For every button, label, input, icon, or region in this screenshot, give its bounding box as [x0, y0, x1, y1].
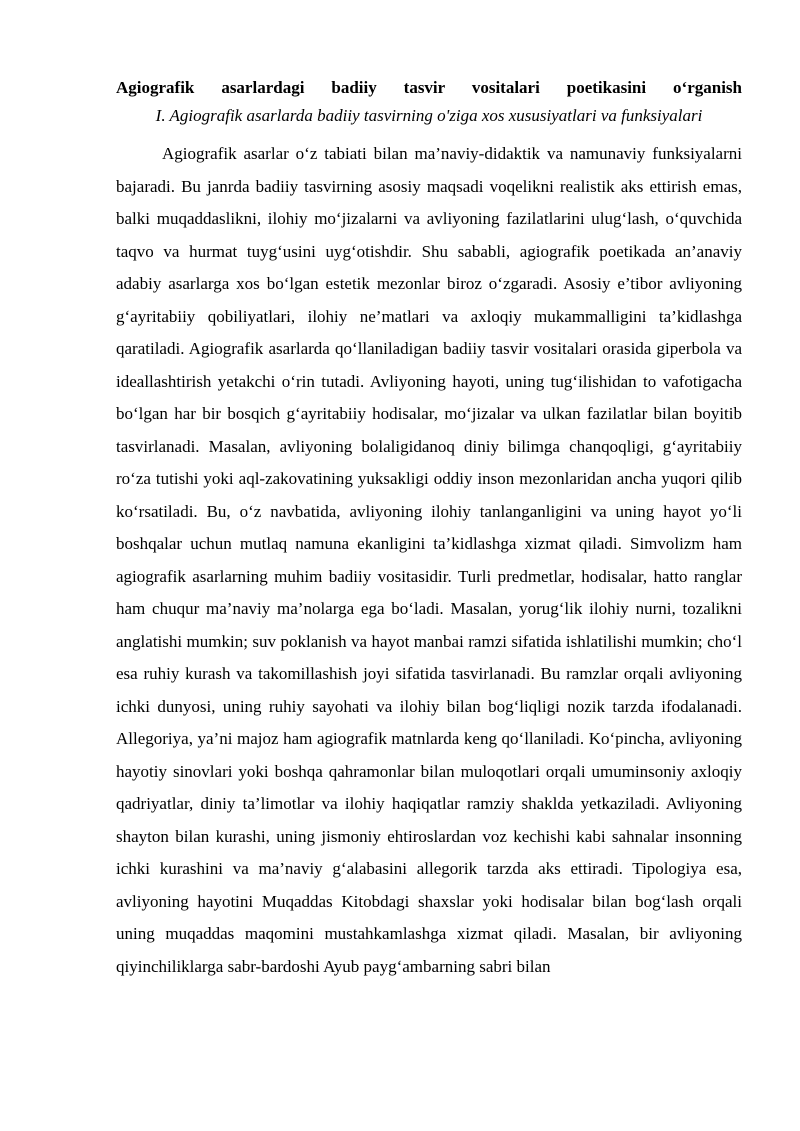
document-title: Agiografik asarlardagi badiiy tasvir vositalari poetikasini o‘rganish — [116, 78, 742, 97]
section-heading: I. Agiografik asarlarda badiiy tasvirning o'ziga xos xususiyatlari va funksiyalari — [155, 106, 703, 125]
body-paragraph: Agiografik asarlar o‘z tabiati bilan ma’naviy-didaktik va namunaviy funksiyalarni bajaradi. Bu janrda badiiy tasvirning asosiy maqsadi voqelikni realistik aks ettirish emas, balki muqaddaslikni, ilohiy mo‘jizalarni va avliyoning fazilatlarini ulug‘lash, o‘quvchida taqvo va hurmat tuyg‘usini uyg‘otishdir. Shu sababli, agiografik poetikada an’anaviy adabiy asarlarga xos bo‘lgan estetik mezonlar biroz o‘zgaradi. Asosiy e’tibor avliyoning g‘ayritabiiy qobiliyatlari, ilohiy ne’matlari va axloqiy mukammalligini ta’kidlashga qaratiladi. Agiografik asarlarda qo‘llaniladigan badiiy tasvir vositalari orasida giperbola va ideallashtirish yetakchi o‘rin tutadi. Avliyoning hayoti, uning tug‘ilishidan to vafotigacha bo‘lgan har bir bosqich g‘ayritabiiy hodisalar, mo‘jizalar va ulkan fazilatlar bilan boyitib tasvirlanadi. Masalan, avliyoning bolaligidanoq diniy bilimga chanqoqligi, g‘ayritabiiy ro‘za tutishi yoki aql-zakovatining yuksakligi oddiy inson mezonlaridan ancha yuqori qilib ko‘rsatiladi. Bu, o‘z navbatida, avliyoning ilohiy tanlanganligini va uning hayot yo‘li boshqalar uchun mutlaq namuna ekanligini ta’kidlashga xizmat qiladi. Simvolizm ham agiografik asarlarning muhim badiiy vositasidir. Turli predmetlar, hodisalar, hatto ranglar ham chuqur ma’naviy ma’nolarga ega bo‘ladi. Masalan, yorug‘lik ilohiy nurni, tozalikni anglatishi mumkin; suv poklanish va hayot manbai ramzi sifatida ishlatilishi mumkin; cho‘l esa ruhiy kurash va takomillashish joyi sifatida tasvirlanadi. Bu ramzlar orqali avliyoning ichki dunyosi, uning ruhiy sayohati va ilohiy bilan bog‘liqligi nozik tarzda ifodalanadi. Allegoriya, ya’ni majoz ham agiografik matnlarda keng qo‘llaniladi. Ko‘pincha, avliyoning hayotiy sinovlari yoki boshqa qahramonlar bilan muloqotlari orqali umuminsoniy axloqiy qadriyatlar, diniy ta’limotlar va ilohiy haqiqatlar ramziy shaklda yetkaziladi. Avliyoning shayton bilan kurashi, uning jismoniy ehtiroslardan voz kechishi kabi sahnalar insonning ichki kurashini va ma’naviy g‘alabasini allegorik tarzda aks ettiradi. Tipologiya esa, avliyoning hayotini Muqaddas Kitobdagi shaxslar yoki hodisalar bilan bog‘lash orqali uning muqaddas maqomini mustahkamlashga xizmat qiladi. Masalan, bir avliyoning qiyinchiliklarga sabr-bardoshi Ayub payg‘ambarning sabri bilan — [116, 144, 742, 976]
document-content — [116, 74, 742, 983]
